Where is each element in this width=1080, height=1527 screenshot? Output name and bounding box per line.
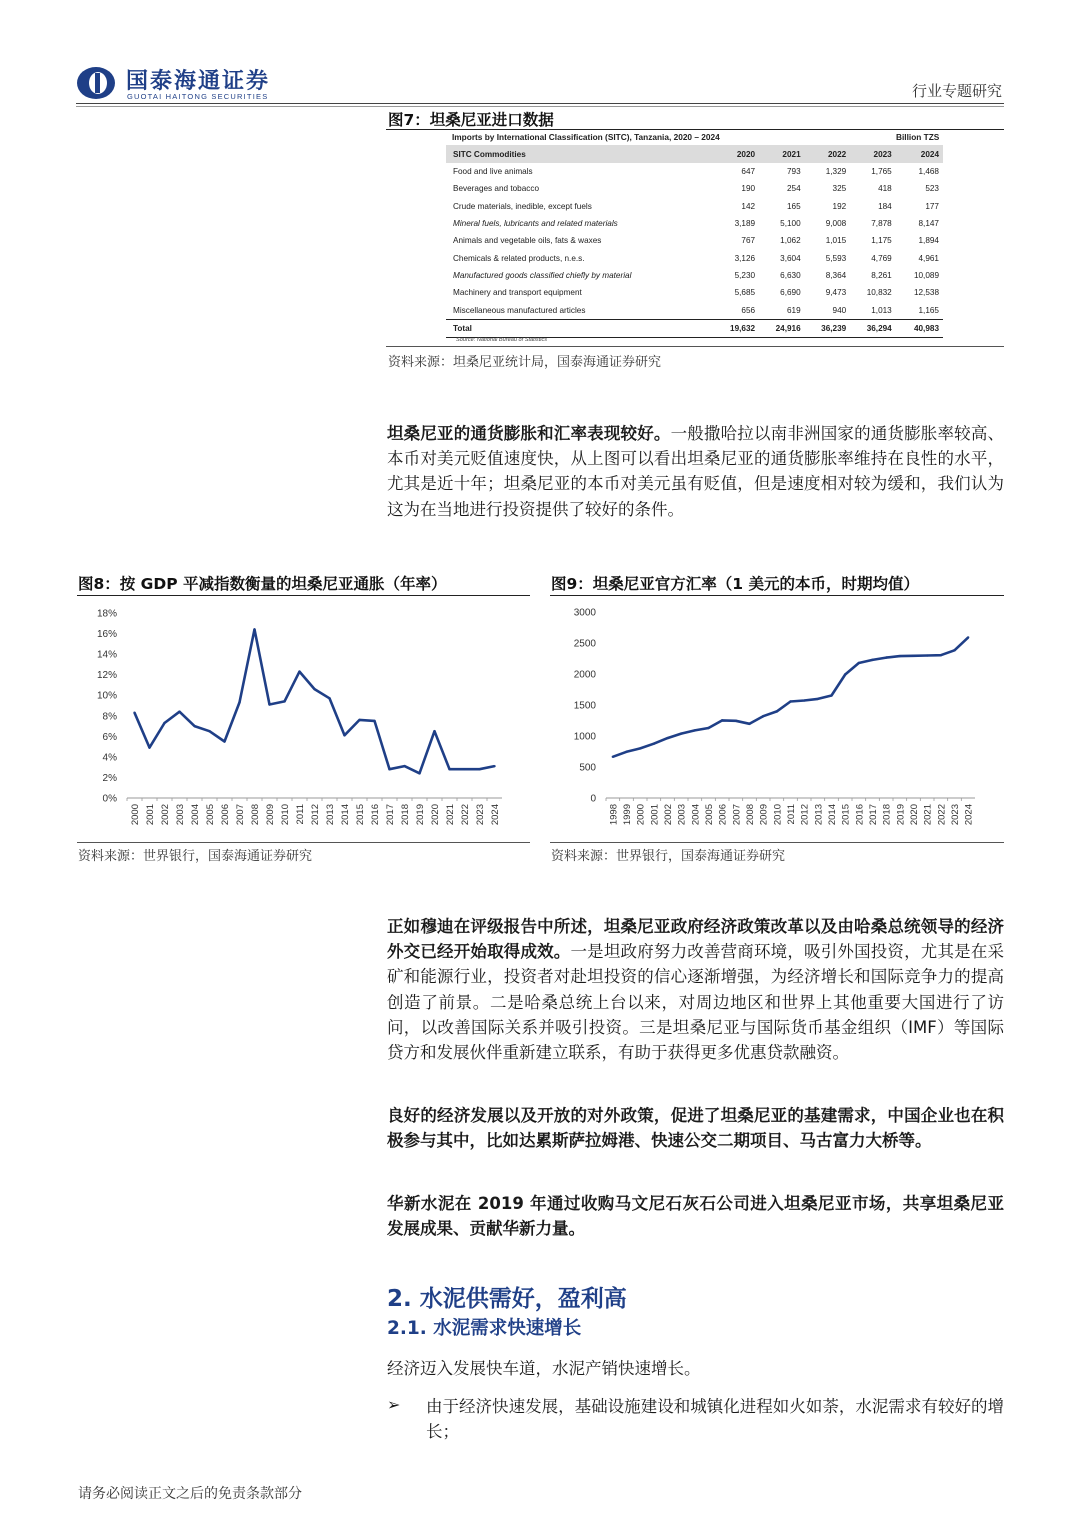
- paragraph-huaxin-text: 华新水泥在 2019 年通过收购马文尼石灰石公司进入坦桑尼亚市场，共享坦桑尼亚发展成果、贡献华新力量。: [387, 1194, 1004, 1239]
- table-header-year: 2022: [801, 145, 847, 163]
- table-cell-value: 9,473: [825, 288, 847, 298]
- table-cell-commodity: Animals and vegetable oils, fats & waxes: [453, 236, 602, 246]
- figure8-source: 资料来源：世界银行，国泰海通证券研究: [78, 849, 313, 864]
- table-cell-value: 3,189: [734, 219, 756, 229]
- x-tick-label: 2000: [635, 804, 647, 826]
- x-tick-label: 1999: [622, 804, 633, 826]
- bullet-arrow-icon: ➢: [387, 1395, 401, 1414]
- data-point: [817, 698, 819, 700]
- table-cell-value: 418: [878, 184, 892, 194]
- data-point: [830, 694, 832, 696]
- x-tick-label: 2022: [936, 804, 948, 826]
- x-tick-label: 2024: [490, 804, 501, 826]
- report-type: 行业专题研究: [911, 82, 1002, 100]
- table-row: [446, 232, 943, 249]
- x-tick-label: 2001: [649, 804, 661, 826]
- table-cell-value: 36,294: [846, 319, 892, 337]
- table-cell-value: 254: [786, 184, 801, 194]
- x-tick-label: 2000: [130, 804, 141, 826]
- company-logo-icon: [76, 66, 116, 100]
- table-cell-commodity: Miscellaneous manufactured articles: [453, 305, 586, 315]
- data-point: [625, 751, 627, 753]
- data-point: [762, 715, 764, 717]
- table-cell-value: 1,062: [780, 236, 801, 246]
- x-tick-label: 2021: [922, 804, 934, 826]
- imports-table: [446, 145, 943, 338]
- table-cell-value: 9,008: [825, 219, 847, 229]
- x-tick-label: 2017: [868, 804, 879, 826]
- y-tick-label: 16%: [96, 629, 117, 641]
- table-cell-value: 5,685: [734, 288, 756, 298]
- x-tick-label: 2015: [355, 804, 366, 826]
- data-point: [193, 725, 195, 727]
- x-tick-label: 2007: [731, 804, 743, 826]
- y-tick-label: 1000: [573, 731, 596, 743]
- x-tick-label: 2008: [745, 804, 756, 826]
- figure9-source: 资料来源：世界银行，国泰海通证券研究: [551, 849, 786, 864]
- data-point: [844, 673, 846, 675]
- data-point: [694, 729, 696, 731]
- data-point: [343, 734, 345, 736]
- data-point: [463, 768, 465, 770]
- table-cell-value: 40,983: [892, 319, 943, 337]
- table-row: [446, 180, 943, 197]
- company-name-en: GUOTAI HAITONG SECURITIES: [127, 92, 269, 101]
- inflation-line-chart: [77, 597, 530, 840]
- x-tick-label: 2023: [475, 804, 486, 826]
- table-header-commodity: SITC Commodities: [446, 145, 710, 163]
- x-tick-label: 2006: [220, 804, 231, 826]
- x-tick-label: 2024: [963, 804, 975, 826]
- table-cell-commodity: Chemicals & related products, n.e.s.: [453, 253, 585, 263]
- x-tick-label: 2010: [280, 804, 291, 826]
- data-point: [899, 655, 901, 657]
- data-point: [418, 772, 420, 774]
- paragraph-inflation-lead: 坦桑尼亚的通货膨胀和汇率表现较好。: [387, 424, 671, 443]
- figure8-bottom-rule: [77, 842, 530, 843]
- paragraph-policy-reform-lead: 正如穆迪在评级报告中所述，坦桑尼亚政府经济政策改革以及由哈桑总统领导的经济外交已经开始取得成效。: [387, 917, 1004, 962]
- table-cell-value: 1,894: [918, 236, 939, 246]
- table-row: [446, 267, 943, 284]
- table-row: [446, 301, 943, 319]
- x-tick-label: 2005: [205, 804, 216, 826]
- table-caption: Imports by International Classification (SITC), Tanzania, 2020 – 2024: [452, 132, 720, 142]
- table-cell-value: 4,961: [918, 253, 939, 263]
- x-tick-label: 2009: [265, 804, 276, 826]
- table-cell-value: 940: [832, 305, 847, 315]
- figure9-title: 图9：坦桑尼亚官方汇率（1 美元的本币，时期均值）: [551, 575, 919, 593]
- data-point: [298, 670, 300, 672]
- paragraph-infrastructure: [387, 1103, 1004, 1153]
- paragraph-policy-reform: [387, 914, 1004, 1065]
- table-cell-value: 6,690: [780, 288, 801, 298]
- table-cell-value: 619: [786, 305, 801, 315]
- table-cell-value: 19,632: [710, 319, 756, 337]
- table-cell-commodity: Total: [446, 319, 710, 337]
- x-tick-label: 2011: [295, 804, 306, 825]
- table-cell-value: 8,364: [825, 270, 847, 280]
- x-tick-label: 2013: [325, 804, 336, 826]
- y-tick-label: 0: [590, 793, 596, 805]
- table-cell-value: 793: [786, 167, 801, 177]
- table-cell-commodity: Manufactured goods classified chiefly by material: [453, 270, 632, 280]
- section-2-1-heading: 2.1. 水泥需求快速增长: [387, 1318, 582, 1339]
- x-tick-label: 2016: [854, 804, 866, 826]
- table-cell-value: 36,239: [801, 319, 847, 337]
- paragraph-inflation: [387, 421, 1004, 522]
- table-cell-value: 1,329: [825, 167, 847, 177]
- table-cell-value: 1,015: [825, 236, 847, 246]
- x-tick-label: 2010: [772, 804, 784, 826]
- table-cell-value: 142: [741, 201, 756, 211]
- x-tick-label: 2019: [415, 804, 426, 826]
- table-header-row: [446, 145, 943, 163]
- x-tick-label: 2013: [813, 804, 825, 826]
- table-total-row: [446, 319, 943, 337]
- y-tick-label: 12%: [96, 670, 117, 682]
- x-tick-label: 2017: [385, 804, 396, 826]
- table-row: [446, 249, 943, 266]
- bullet-item-text: 由于经济快速发展，基础设施建设和城镇化进程如火如荼，水泥需求有较好的增长；: [426, 1397, 1004, 1442]
- table-row: [446, 284, 943, 301]
- x-tick-label: 2003: [175, 804, 186, 826]
- figure8-title: 图8：按 GDP 平减指数衡量的坦桑尼亚通胀（年率）: [78, 575, 447, 593]
- data-point: [253, 628, 255, 630]
- data-point: [639, 747, 641, 749]
- table-cell-value: 177: [925, 201, 939, 211]
- data-point: [871, 659, 873, 661]
- y-tick-label: 0%: [102, 793, 117, 805]
- table-cell-value: 767: [741, 236, 756, 246]
- data-point: [268, 703, 270, 705]
- x-tick-label: 2009: [758, 804, 770, 826]
- x-tick-label: 2005: [704, 804, 715, 826]
- data-point: [803, 699, 805, 701]
- x-tick-label: 2014: [340, 804, 351, 826]
- x-tick-label: 2007: [235, 804, 246, 826]
- table-row: [446, 163, 943, 180]
- y-tick-label: 3000: [573, 607, 596, 619]
- data-point: [748, 723, 750, 725]
- data-point: [940, 654, 942, 656]
- series-line: [613, 637, 968, 756]
- table-row: [446, 198, 943, 215]
- y-tick-label: 500: [579, 762, 596, 774]
- table-cell-value: 165: [786, 201, 801, 211]
- data-point: [373, 720, 375, 722]
- table-cell-value: 3,126: [734, 253, 756, 263]
- table-row: [446, 215, 943, 232]
- table-cell-value: 656: [741, 305, 756, 315]
- x-tick-label: 2023: [950, 804, 961, 826]
- figure7-bottom-rule: [386, 346, 1004, 347]
- x-tick-label: 2018: [400, 804, 411, 826]
- data-point: [358, 719, 360, 721]
- data-point: [148, 746, 150, 748]
- table-cell-value: 190: [741, 184, 756, 194]
- table-cell-value: 5,100: [780, 219, 801, 229]
- x-tick-label: 2022: [460, 804, 471, 826]
- table-cell-value: 1,175: [871, 236, 892, 246]
- data-point: [283, 700, 285, 702]
- data-point: [163, 722, 165, 724]
- figure9-top-rule: [550, 595, 1004, 596]
- data-point: [926, 654, 928, 656]
- table-cell-commodity: Mineral fuels, lubricants and related materials: [453, 219, 618, 229]
- x-tick-label: 2021: [445, 804, 456, 826]
- data-point: [133, 711, 135, 713]
- x-tick-label: 2004: [190, 804, 201, 826]
- table-cell-value: 8,147: [918, 219, 939, 229]
- table-cell-value: 6,630: [780, 270, 801, 280]
- table-cell-value: 184: [878, 201, 892, 211]
- data-point: [953, 649, 955, 651]
- data-point: [178, 710, 180, 712]
- x-tick-label: 2004: [690, 804, 702, 826]
- data-point: [478, 768, 480, 770]
- figure9-bottom-rule: [550, 842, 1004, 843]
- table-header-year: 2023: [846, 145, 892, 163]
- table-cell-value: 192: [832, 201, 847, 211]
- data-point: [328, 697, 330, 699]
- table-cell-value: 8,261: [871, 270, 892, 280]
- figure7-title: 图7：坦桑尼亚进口数据: [388, 111, 554, 129]
- table-cell-value: 325: [832, 184, 847, 194]
- x-tick-label: 2020: [430, 804, 441, 826]
- table-cell-value: 1,765: [871, 167, 892, 177]
- x-tick-label: 2012: [799, 804, 811, 826]
- table-unit: Billion TZS: [896, 132, 940, 142]
- table-cell-value: 7,878: [871, 219, 892, 229]
- table-cell-value: 1,165: [918, 305, 939, 315]
- figure7-source: 资料来源：坦桑尼亚统计局，国泰海通证券研究: [388, 355, 662, 370]
- header-divider-thin: [76, 106, 1004, 107]
- table-header-year: 2024: [892, 145, 943, 163]
- paragraph-huaxin: [387, 1191, 1004, 1241]
- header-divider: [76, 103, 1004, 104]
- paragraph-infrastructure-text: 良好的经济发展以及开放的对外政策，促进了坦桑尼亚的基建需求，中国企业也在积极参与其中，比如达累斯萨拉姆港、快速公交二期项目、马古富力大桥等。: [387, 1106, 1004, 1151]
- data-point: [735, 720, 737, 722]
- data-point: [612, 756, 614, 758]
- data-point: [721, 719, 723, 721]
- paragraph-demand-intro: 经济迈入发展快车道，水泥产销快速增长。: [387, 1359, 701, 1378]
- table-cell-value: 3,604: [780, 253, 801, 263]
- y-tick-label: 10%: [96, 690, 117, 702]
- x-tick-label: 2002: [160, 804, 171, 826]
- exchange-rate-line-chart: [550, 597, 1004, 840]
- table-cell-value: 10,832: [866, 288, 892, 298]
- x-tick-label: 2002: [663, 804, 674, 826]
- figure8-top-rule: [77, 595, 530, 596]
- paragraph-inflation-body: 一般撒哈拉以南非洲国家的通货膨胀率较高、本币对美元贬值速度快，从上图可以看出坦桑尼亚的通货膨胀率维持在良性的水平，尤其是近十年；坦桑尼亚的本币对美元虽有贬值，但是速度相对较为缓和，我们认为这为在当地进行投资提供了较好的条件。: [387, 424, 1005, 519]
- table-cell-value: 5,593: [825, 253, 847, 263]
- table-cell-commodity: Crude materials, inedible, except fuels: [453, 201, 592, 211]
- table-cell-value: 24,916: [755, 319, 801, 337]
- x-tick-label: 2008: [250, 804, 261, 826]
- data-point: [666, 737, 668, 739]
- data-point: [653, 742, 655, 744]
- table-cell-value: 1,468: [918, 167, 939, 177]
- company-name-cn: 国泰海通证券: [126, 69, 271, 94]
- y-tick-label: 14%: [96, 649, 117, 661]
- x-tick-label: 2001: [145, 804, 156, 826]
- data-point: [912, 655, 914, 657]
- x-tick-label: 2011: [786, 804, 797, 825]
- y-tick-label: 6%: [102, 731, 117, 743]
- data-point: [707, 727, 709, 729]
- data-point: [680, 732, 682, 734]
- table-cell-value: 5,230: [734, 270, 756, 280]
- data-point: [388, 768, 390, 770]
- y-tick-label: 18%: [96, 608, 117, 620]
- data-point: [403, 765, 405, 767]
- x-tick-label: 2015: [840, 804, 852, 826]
- table-cell-value: 4,769: [871, 253, 892, 263]
- x-tick-label: 2014: [827, 804, 838, 826]
- table-cell-value: 1,013: [871, 305, 892, 315]
- disclaimer-footer: 请务必阅读正文之后的免责条款部分: [78, 1486, 302, 1502]
- data-point: [223, 740, 225, 742]
- data-point: [208, 730, 210, 732]
- x-tick-label: 1998: [608, 804, 620, 826]
- section-2-heading: 2. 水泥供需好，盈利高: [387, 1286, 627, 1312]
- table-header-year: 2021: [755, 145, 801, 163]
- y-tick-label: 2500: [573, 638, 596, 650]
- data-point: [433, 730, 435, 732]
- x-tick-label: 2019: [895, 804, 907, 826]
- data-point: [858, 662, 860, 664]
- data-point: [776, 710, 778, 712]
- data-point: [238, 701, 240, 703]
- table-cell-value: 647: [741, 167, 756, 177]
- paragraph-policy-reform-body: 一是坦政府努力改善营商环境，吸引外国投资，尤其是在采矿和能源行业，投资者对赴坦投资的信心逐渐增强，为经济增长和国际竞争力的提高创造了前景。二是哈桑总统上台以来，对周边地区和世界上其他重要大国进行了访问，以改善国际关系并吸引投资。三是坦桑尼亚与国际货币基金组织（IMF）等国际贷方和发展伙伴重新建立联系，有助于获得更多优惠贷款融资。: [387, 942, 1005, 1063]
- table-cell-commodity: Beverages and tobacco: [453, 184, 540, 194]
- table-cell-commodity: Machinery and transport equipment: [453, 288, 582, 298]
- x-tick-label: 2003: [676, 804, 688, 826]
- table-source-note: Source: National Bureau of Statistics: [456, 337, 548, 343]
- x-tick-label: 2012: [310, 804, 321, 826]
- table-cell-value: 10,089: [913, 270, 939, 280]
- y-tick-label: 2000: [573, 669, 596, 681]
- table-cell-value: 523: [925, 184, 939, 194]
- x-tick-label: 2016: [370, 804, 381, 826]
- data-point: [789, 700, 791, 702]
- y-tick-label: 8%: [102, 711, 117, 723]
- data-point: [448, 768, 450, 770]
- data-point: [313, 688, 315, 690]
- y-tick-label: 1500: [573, 700, 596, 712]
- figure7-top-rule: [386, 129, 1004, 130]
- x-tick-label: 2020: [909, 804, 920, 826]
- data-point: [967, 636, 969, 638]
- y-tick-label: 2%: [102, 772, 117, 784]
- series-line: [135, 629, 495, 773]
- table-header-year: 2020: [710, 145, 756, 163]
- table-cell-value: 12,538: [913, 288, 939, 298]
- x-tick-label: 2006: [717, 804, 729, 826]
- y-tick-label: 4%: [102, 752, 117, 764]
- x-tick-label: 2018: [881, 804, 893, 826]
- data-point: [493, 765, 495, 767]
- table-cell-commodity: Food and live animals: [453, 167, 533, 177]
- data-point: [885, 656, 887, 658]
